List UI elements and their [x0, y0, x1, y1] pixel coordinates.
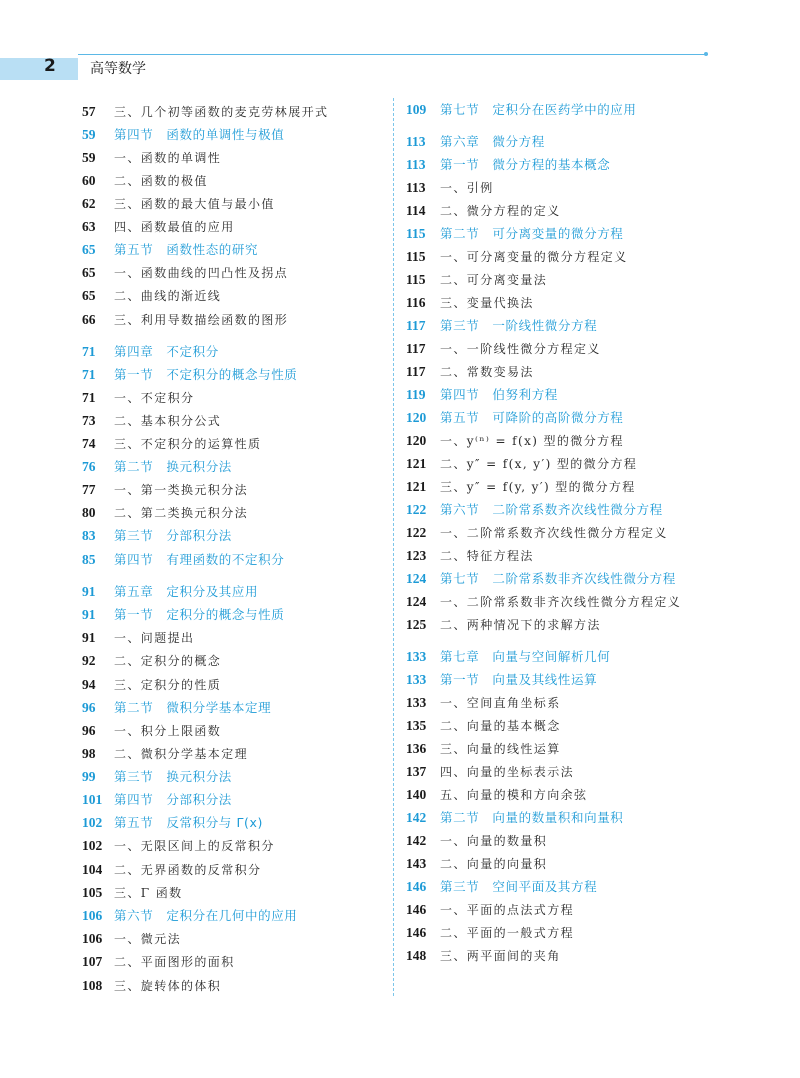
toc-entry-section	[82, 605, 284, 625]
toc-page-number: 102	[82, 815, 103, 830]
toc-entry-item	[406, 854, 547, 874]
toc-entry-title: 三、Γ 函数	[114, 886, 183, 900]
toc-page-number: 80	[82, 505, 96, 520]
toc-entry-item	[82, 480, 248, 500]
toc-entry-chapter	[82, 342, 219, 362]
toc-entry-section	[82, 240, 258, 260]
toc-page-number: 96	[82, 700, 96, 715]
toc-entry-title: 三、y″ = f(y, y′) 型的微分方程	[440, 480, 636, 494]
toc-page-number: 137	[406, 764, 427, 779]
toc-entry-title: 第六节 二阶常系数齐次线性微分方程	[440, 502, 663, 517]
toc-entry-item	[406, 592, 681, 612]
toc-page-number: 91	[82, 584, 96, 599]
toc-page-number: 63	[82, 219, 96, 234]
toc-entry-title: 二、微分方程的定义	[440, 204, 561, 218]
toc-entry-title: 第四章 不定积分	[114, 344, 219, 359]
toc-entry-section	[82, 813, 263, 833]
toc-page-number: 121	[406, 479, 427, 494]
toc-entry-title: 一、二阶常系数齐次线性微分方程定义	[440, 526, 668, 540]
toc-entry-title: 一、向量的数量积	[440, 834, 548, 848]
toc-entry-chapter	[406, 132, 545, 152]
toc-page-number: 124	[406, 571, 427, 586]
toc-entry-item	[406, 431, 624, 451]
toc-entry-item	[82, 194, 275, 214]
toc-entry-item	[82, 310, 288, 330]
toc-entry-title: 三、两平面间的夹角	[440, 949, 561, 963]
toc-page-number: 146	[406, 902, 427, 917]
toc-entry-section	[406, 408, 623, 428]
toc-entry-title: 一、函数的单调性	[114, 151, 222, 165]
toc-entry-title: 二、常数变易法	[440, 365, 534, 379]
header-rule	[78, 54, 708, 55]
toc-entry-title: 第六章 微分方程	[440, 134, 545, 149]
toc-page-number: 98	[82, 746, 96, 761]
toc-page-number: 73	[82, 413, 96, 428]
toc-entry-title: 二、平面的一般式方程	[440, 926, 575, 940]
toc-page-number: 57	[82, 104, 96, 119]
toc-entry-item	[406, 201, 561, 221]
toc-entry-title: 三、函数的最大值与最小值	[114, 197, 275, 211]
toc-entry-section	[406, 569, 676, 589]
toc-entry-title: 一、引例	[440, 181, 494, 195]
toc-entry-title: 一、二阶常系数非齐次线性微分方程定义	[440, 595, 682, 609]
toc-page-number: 101	[82, 792, 103, 807]
toc-entry-section	[406, 500, 663, 520]
toc-entry-item	[82, 388, 194, 408]
toc-entry-item	[406, 900, 574, 920]
toc-entry-title: 一、平面的点法式方程	[440, 903, 575, 917]
toc-entry-item	[406, 946, 561, 966]
toc-entry-item	[82, 263, 288, 283]
toc-entry-title: 第三节 分部积分法	[114, 528, 232, 543]
toc-entry-item	[406, 923, 574, 943]
toc-entry-title: 第二节 换元积分法	[114, 459, 232, 474]
toc-entry-section	[82, 790, 232, 810]
toc-entry-title: 第六节 定积分在几何中的应用	[114, 908, 298, 923]
toc-page-number: 117	[406, 364, 426, 379]
toc-entry-item	[406, 523, 668, 543]
toc-entry-title: 二、微积分学基本定理	[114, 747, 249, 761]
toc-page-number: 91	[82, 630, 96, 645]
toc-entry-title: 第一节 定积分的概念与性质	[114, 607, 285, 622]
page-number: 2	[44, 56, 56, 76]
toc-entry-title: 二、第二类换元积分法	[114, 506, 249, 520]
toc-page-number: 107	[82, 954, 103, 969]
toc-page-number: 96	[82, 723, 96, 738]
toc-entry-title: 四、向量的坐标表示法	[440, 765, 575, 779]
toc-entry-item	[406, 739, 561, 759]
toc-page-number: 104	[82, 862, 103, 877]
toc-entry-title: 二、基本积分公式	[114, 414, 222, 428]
toc-entry-title: 第七节 二阶常系数非齐次线性微分方程	[440, 571, 676, 586]
toc-entry-title: 三、向量的线性运算	[440, 742, 561, 756]
toc-entry-section	[406, 100, 637, 120]
toc-entry-title: 一、可分离变量的微分方程定义	[440, 250, 628, 264]
toc-page-number: 125	[406, 617, 427, 632]
toc-entry-title: 一、第一类换元积分法	[114, 483, 249, 497]
toc-entry-section	[82, 365, 297, 385]
toc-entry-item	[406, 270, 547, 290]
toc-entry-section	[82, 457, 232, 477]
toc-entry-item	[82, 744, 248, 764]
toc-page-number: 66	[82, 312, 96, 327]
toc-page-number: 122	[406, 525, 427, 540]
toc-entry-title: 第一节 不定积分的概念与性质	[114, 367, 298, 382]
toc-entry-title: 一、微元法	[114, 932, 182, 946]
toc-entry-item	[406, 362, 534, 382]
toc-entry-item	[406, 785, 587, 805]
toc-page-number: 65	[82, 242, 96, 257]
toc-entry-title: 第五节 可降阶的高阶微分方程	[440, 410, 624, 425]
toc-entry-item	[82, 217, 235, 237]
toc-page-number: 146	[406, 925, 427, 940]
toc-page-number: 106	[82, 931, 103, 946]
toc-entry-title: 第三节 空间平面及其方程	[440, 879, 598, 894]
toc-page-number: 102	[82, 838, 103, 853]
toc-entry-item	[82, 411, 221, 431]
toc-entry-title: 二、曲线的渐近线	[114, 289, 222, 303]
toc-entry-title: 五、向量的模和方向余弦	[440, 788, 588, 802]
toc-page-number: 143	[406, 856, 427, 871]
toc-page-number: 77	[82, 482, 96, 497]
toc-entry-title: 二、定积分的概念	[114, 654, 222, 668]
toc-page-number: 99	[82, 769, 96, 784]
toc-entry-item	[406, 693, 561, 713]
toc-page-number: 117	[406, 318, 426, 333]
toc-entry-item	[82, 976, 221, 996]
toc-entry-title: 第一节 微分方程的基本概念	[440, 157, 611, 172]
toc-entry-section	[82, 698, 271, 718]
toc-entry-title: 一、空间直角坐标系	[440, 696, 561, 710]
toc-page-number: 94	[82, 677, 96, 692]
toc-page-number: 123	[406, 548, 427, 563]
toc-entry-title: 第一节 向量及其线性运算	[440, 672, 598, 687]
toc-entry-item	[406, 178, 494, 198]
toc-entry-section	[406, 877, 597, 897]
toc-page-number: 136	[406, 741, 427, 756]
toc-entry-item	[82, 721, 221, 741]
toc-entry-item	[82, 102, 328, 122]
toc-entry-item	[406, 247, 628, 267]
toc-page-number: 109	[406, 102, 427, 117]
toc-page-number: 106	[82, 908, 103, 923]
toc-entry-title: 四、函数最值的应用	[114, 220, 235, 234]
toc-page-number: 142	[406, 833, 427, 848]
toc-entry-title: 三、利用导数描绘函数的图形	[114, 313, 289, 327]
toc-entry-title: 二、函数的极值	[114, 174, 208, 188]
toc-page-number: 121	[406, 456, 427, 471]
toc-page-number: 114	[406, 203, 426, 218]
toc-entry-item	[82, 860, 261, 880]
toc-entry-title: 一、积分上限函数	[114, 724, 222, 738]
toc-entry-title: 一、无限区间上的反常积分	[114, 839, 275, 853]
toc-entry-title: 第四节 分部积分法	[114, 792, 232, 807]
toc-page-number: 113	[406, 134, 426, 149]
toc-entry-title: 三、定积分的性质	[114, 678, 222, 692]
toc-page-number: 92	[82, 653, 96, 668]
toc-entry-title: 第五节 反常积分与 Γ(x)	[114, 815, 263, 830]
toc-entry-item	[406, 831, 547, 851]
toc-page-number: 74	[82, 436, 96, 451]
toc-page-number: 119	[406, 387, 426, 402]
toc-entry-title: 一、y⁽ⁿ⁾ = f(x) 型的微分方程	[440, 434, 624, 448]
toc-entry-title: 一、不定积分	[114, 391, 195, 405]
toc-page-number: 59	[82, 127, 96, 142]
toc-entry-section	[406, 224, 623, 244]
toc-entry-section	[406, 670, 597, 690]
toc-entry-item	[406, 546, 534, 566]
toc-entry-section	[82, 906, 297, 926]
header-rule-dot	[704, 52, 708, 56]
toc-entry-section	[82, 767, 232, 787]
toc-page-number: 135	[406, 718, 427, 733]
toc-entry-item	[82, 651, 221, 671]
toc-entry-item	[82, 628, 194, 648]
toc-page-number: 140	[406, 787, 427, 802]
toc-entry-item	[406, 477, 636, 497]
toc-page-number: 113	[406, 180, 426, 195]
toc-entry-title: 二、无界函数的反常积分	[114, 863, 262, 877]
toc-entry-chapter	[406, 647, 610, 667]
toc-page-number: 117	[406, 341, 426, 356]
toc-entry-item	[82, 883, 183, 903]
toc-entry-section	[406, 155, 610, 175]
toc-entry-title: 第四节 伯努利方程	[440, 387, 558, 402]
toc-entry-section	[406, 385, 558, 405]
toc-entry-section	[82, 125, 284, 145]
toc-entry-title: 二、可分离变量法	[440, 273, 548, 287]
toc-entry-title: 三、变量代换法	[440, 296, 534, 310]
toc-entry-title: 第四节 函数的单调性与极值	[114, 127, 285, 142]
toc-page-number: 65	[82, 265, 96, 280]
toc-page-number: 62	[82, 196, 96, 211]
toc-entry-title: 第二节 可分离变量的微分方程	[440, 226, 624, 241]
toc-entry-title: 二、平面图形的面积	[114, 955, 235, 969]
toc-entry-title: 第五节 函数性态的研究	[114, 242, 259, 257]
toc-entry-title: 第七节 定积分在医药学中的应用	[440, 102, 637, 117]
toc-page-number: 133	[406, 649, 427, 664]
toc-entry-title: 第四节 有理函数的不定积分	[114, 552, 285, 567]
toc-entry-item	[406, 339, 601, 359]
toc-entry-item	[82, 286, 221, 306]
toc-page-number: 85	[82, 552, 96, 567]
toc-entry-title: 三、不定积分的运算性质	[114, 437, 262, 451]
toc-page-number: 146	[406, 879, 427, 894]
toc-entry-item	[82, 929, 181, 949]
toc-entry-title: 一、问题提出	[114, 631, 195, 645]
toc-entry-section	[82, 526, 232, 546]
toc-entry-title: 二、y″ = f(x, y′) 型的微分方程	[440, 457, 638, 471]
toc-entry-item	[82, 503, 248, 523]
toc-page-number: 71	[82, 344, 96, 359]
toc-page-number: 76	[82, 459, 96, 474]
header-accent-bar	[0, 58, 78, 80]
toc-page-number: 120	[406, 433, 427, 448]
toc-entry-title: 二、向量的向量积	[440, 857, 548, 871]
toc-page-number: 65	[82, 288, 96, 303]
toc-entry-item	[82, 675, 221, 695]
toc-entry-item	[82, 952, 235, 972]
toc-page-number: 60	[82, 173, 96, 188]
toc-entry-item	[82, 171, 208, 191]
toc-page-number: 133	[406, 695, 427, 710]
book-title: 高等数学	[90, 61, 146, 77]
page-header	[0, 44, 800, 88]
column-divider	[393, 98, 394, 996]
toc-entry-section	[406, 808, 623, 828]
toc-page-number: 105	[82, 885, 103, 900]
toc-page-number: 142	[406, 810, 427, 825]
toc-entry-title: 一、一阶线性微分方程定义	[440, 342, 601, 356]
toc-entry-title: 一、函数曲线的凹凸性及拐点	[114, 266, 289, 280]
toc-entry-section	[82, 550, 284, 570]
toc-entry-title: 三、几个初等函数的麦克劳林展开式	[114, 105, 329, 119]
toc-entry-item	[406, 454, 637, 474]
toc-page-number: 120	[406, 410, 427, 425]
toc-entry-item	[406, 716, 561, 736]
toc-entry-item	[82, 434, 261, 454]
toc-entry-title: 二、特征方程法	[440, 549, 534, 563]
toc-page-number: 108	[82, 978, 103, 993]
toc-entry-title: 二、向量的基本概念	[440, 719, 561, 733]
toc-entry-item	[406, 293, 534, 313]
toc-entry-section	[406, 316, 597, 336]
toc-page-number: 71	[82, 390, 96, 405]
toc-page-number: 115	[406, 226, 426, 241]
toc-page-number: 59	[82, 150, 96, 165]
toc-entry-title: 第五章 定积分及其应用	[114, 584, 259, 599]
toc-page-number: 122	[406, 502, 427, 517]
toc-entry-title: 第三节 换元积分法	[114, 769, 232, 784]
toc-page-number: 91	[82, 607, 96, 622]
toc-page-number: 124	[406, 594, 427, 609]
toc-page-number: 71	[82, 367, 96, 382]
toc-entry-chapter	[82, 582, 258, 602]
toc-page-number: 116	[406, 295, 426, 310]
toc-entry-item	[82, 148, 221, 168]
toc-entry-item	[406, 762, 574, 782]
toc-page-number: 115	[406, 272, 426, 287]
toc-entry-title: 二、两种情况下的求解方法	[440, 618, 601, 632]
toc-entry-item	[82, 836, 275, 856]
toc-entry-item	[406, 615, 601, 635]
toc-entry-title: 三、旋转体的体积	[114, 979, 222, 993]
toc-entry-title: 第三节 一阶线性微分方程	[440, 318, 598, 333]
toc-entry-title: 第二节 向量的数量积和向量积	[440, 810, 624, 825]
toc-entry-title: 第七章 向量与空间解析几何	[440, 649, 611, 664]
toc-page-number: 115	[406, 249, 426, 264]
toc-page-number: 133	[406, 672, 427, 687]
toc-page-number: 83	[82, 528, 96, 543]
toc-page-number: 113	[406, 157, 426, 172]
toc-page-number: 148	[406, 948, 427, 963]
toc-entry-title: 第二节 微积分学基本定理	[114, 700, 272, 715]
